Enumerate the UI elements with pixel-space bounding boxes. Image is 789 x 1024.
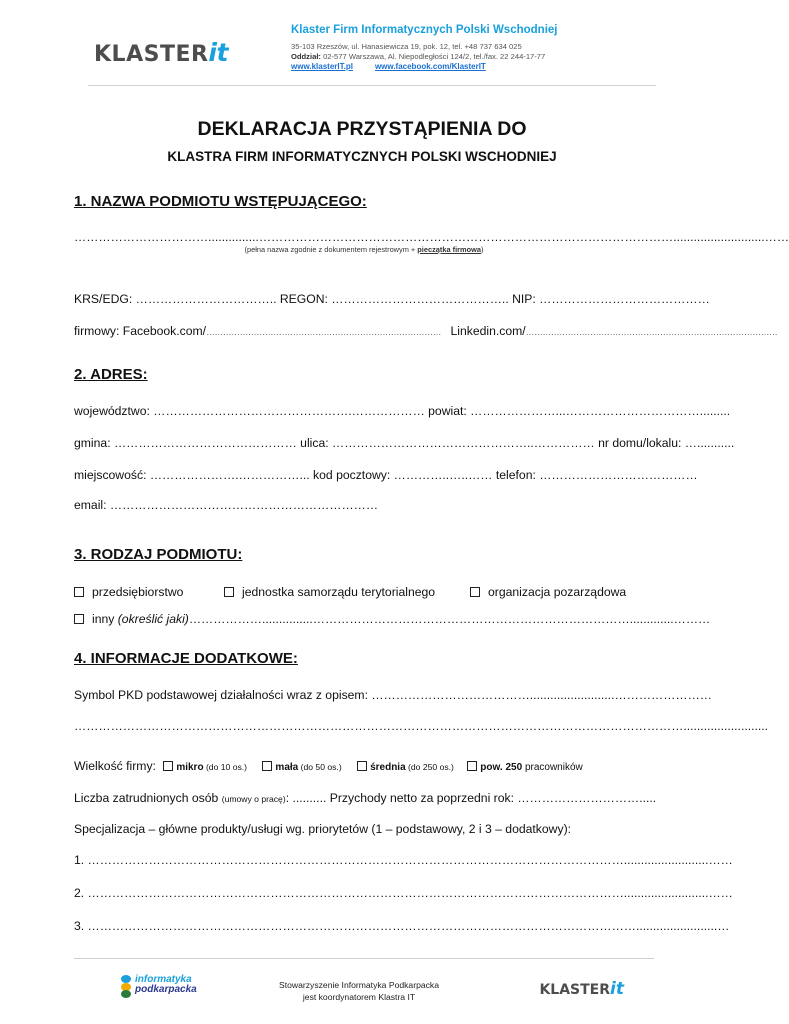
website-link[interactable]: www.klasterIT.pl	[291, 62, 353, 71]
option-enterprise[interactable]: przedsiębiorstwo	[74, 585, 183, 599]
size-micro[interactable]: mikro (do 10 os.)	[163, 759, 247, 773]
facebook-field[interactable]: …………………………………………………………………………	[206, 327, 442, 337]
option-local-government[interactable]: jednostka samorządu terytorialnego	[224, 585, 435, 599]
section-3-heading: 3. RODZAJ PODMIOTU:	[74, 546, 243, 563]
address-branch: Oddział: 02-577 Warszawa, Al. Niepodległości 124/2, tel./fax. 22 244-17-77	[291, 52, 546, 61]
address-row-2[interactable]: gmina: ……………………………………… ulica: …………………………………………..…………… nr domu/lokalu: …...........	[74, 436, 735, 450]
size-small[interactable]: mała (do 50 os.)	[262, 759, 341, 773]
entity-name-note: (pełna nazwa zgodnie z dokumentem rejestrowym + pieczątka firmowa)	[244, 245, 484, 254]
document-title: DEKLARACJA PRZYSTĄPIENIA DO	[197, 118, 527, 140]
specialization-line-1[interactable]: 1. …………………………………………………………………………………………………………………….........................……	[74, 853, 733, 867]
facebook-label: firmowy: Facebook.com/	[74, 324, 207, 338]
option-ngo[interactable]: organizacja pozarządowa	[470, 585, 626, 599]
letterhead-links	[291, 62, 651, 72]
facebook-link[interactable]: www.facebook.com/KlasterIT	[374, 62, 486, 71]
size-large[interactable]: pow. 250 pracowników	[467, 759, 582, 773]
pkd-row[interactable]: Symbol PKD podstawowej działalności wraz z opisem: ………………………………….........................……………………	[74, 688, 712, 702]
klaster-it-footer-logo: KLASTERit	[539, 979, 624, 999]
letterhead	[88, 24, 656, 86]
linkedin-label: Linkedin.com/	[450, 324, 526, 338]
pkd-row-2[interactable]: …………………………………………………………………………………………………………………………………….........................	[74, 719, 769, 733]
document-subtitle: KLASTRA FIRM INFORMATYCZNYCH POLSKI WSCHODNIEJ	[167, 149, 557, 164]
other-field[interactable]: ………………...............…………………………………………………………………….............………	[188, 612, 711, 626]
specialization-label: Specjalizacja – główne produkty/usługi wg. priorytetów (1 – podstawowy, 2 i 3 – dodatkowy):	[74, 822, 572, 836]
address-row-3[interactable]: miejscowość: ………………….……………... kod pocztowy: …………..…..…… telefon: …………………………………	[74, 468, 698, 482]
employees-revenue-row[interactable]: Liczba zatrudnionych osób (umowy o pracę): .......... Przychody netto za poprzedni rok: ………………………….....	[74, 791, 657, 805]
checkbox[interactable]	[74, 587, 84, 597]
checkbox[interactable]	[357, 761, 367, 771]
krs-regon-nip-row[interactable]: KRS/EDG: …………………………….. REGON: …………………………………….. NIP: ……………………………………	[74, 292, 710, 306]
section-4-heading: 4. INFORMACJE DODATKOWE:	[74, 650, 298, 667]
company-size-row	[74, 759, 654, 773]
footer-text: Stowarzyszenie Informatyka Podkarpacka jest koordynatorem Klastra IT	[278, 980, 439, 1002]
specialization-line-3[interactable]: 3. ………………………………………………………………………………………………………………………........................…	[74, 919, 730, 933]
checkbox[interactable]	[224, 587, 234, 597]
specialization-line-2[interactable]: 2. …………………………………………………………………………………………………………………….........................……	[74, 886, 733, 900]
section-2-heading: 2. ADRES:	[74, 366, 148, 383]
checkbox[interactable]	[262, 761, 272, 771]
organization-name: Klaster Firm Informatycznych Polski Wschodniej	[291, 24, 558, 36]
footer	[74, 958, 654, 1024]
email-row[interactable]: email: …………………………………………………………	[74, 498, 379, 512]
company-size-label: Wielkość firmy:	[74, 759, 156, 773]
size-medium[interactable]: średnia (do 250 os.)	[357, 759, 454, 773]
informatyka-podkarpacka-logo: informatyka podkarpacka	[120, 975, 197, 997]
address-row-1[interactable]: województwo: ………………………………………….……………… powiat: …………………...…………………………….........	[74, 404, 731, 418]
checkbox[interactable]	[74, 614, 84, 624]
entity-name-field[interactable]: ……………………………...............…………………………………………………………………………………………...........................……	[74, 230, 789, 244]
checkbox[interactable]	[470, 587, 480, 597]
checkbox[interactable]	[163, 761, 173, 771]
person-icon	[120, 975, 132, 997]
social-row[interactable]	[74, 324, 778, 338]
letterhead-info	[291, 24, 651, 72]
klaster-it-logo: KLASTERit	[94, 38, 228, 67]
section-1-heading: 1. NAZWA PODMIOTU WSTĘPUJĄCEGO:	[74, 193, 367, 210]
option-other[interactable]: inny (określić jaki)………………...............…………………………………………………………………….............………	[74, 612, 654, 626]
linkedin-field[interactable]: ………………………………………………………………………………	[525, 327, 778, 337]
address-main: 35-103 Rzeszów, ul. Hanasiewicza 19, pok. 12, tel. +48 737 634 025	[291, 42, 522, 51]
checkbox[interactable]	[467, 761, 477, 771]
